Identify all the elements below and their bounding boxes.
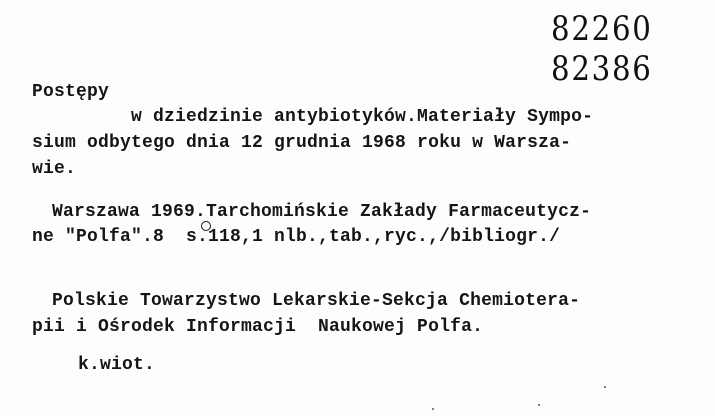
card-line-5: ne "Polfa".8 s.118,1 nlb.,tab.,ryc.,/bibliogr./	[32, 227, 561, 247]
accession-number-1: 82260	[551, 9, 653, 49]
card-line-8: k.wiot.	[78, 355, 156, 375]
accession-number-2: 82386	[551, 49, 653, 89]
card-title: Postępy	[32, 82, 110, 102]
card-line-1: w dziedzinie antybiotyków.Materiały Sympo-	[131, 107, 594, 127]
card-line-6: Polskie Towarzystwo Lekarskie-Sekcja Chemiotera-	[52, 291, 581, 311]
card-line-7: pii i Ośrodek Informacji Naukowej Polfa.	[32, 317, 484, 337]
card-line-2: sium odbytego dnia 12 grudnia 1968 roku w Warsza-	[32, 133, 572, 153]
card-line-3: wie.	[32, 159, 77, 179]
degree-mark	[201, 221, 211, 231]
card-line-4: Warszawa 1969.Tarchomińskie Zakłady Farmaceutycz-	[52, 202, 592, 222]
